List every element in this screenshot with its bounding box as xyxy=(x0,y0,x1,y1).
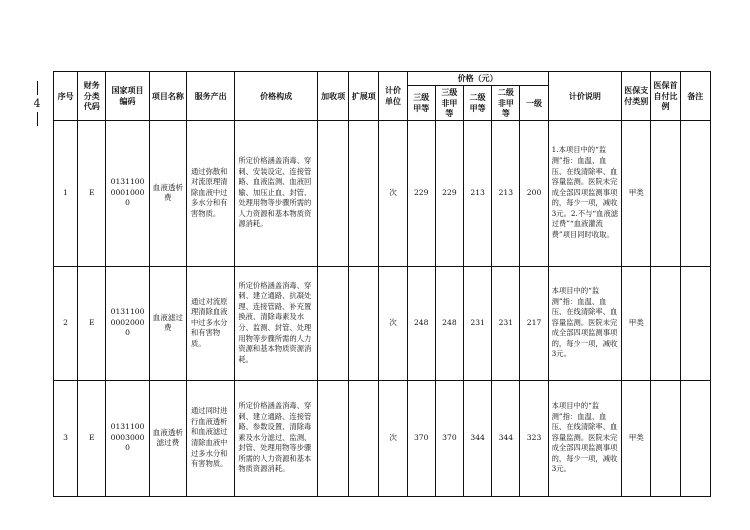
cell-price: 248 xyxy=(435,266,463,380)
cell-pricing-notes: 本项目中的“监测”指：血温、血压、在线清除率、血容量监测。医院未完成全部四项监测事项的，每少一项，减收3元。 xyxy=(548,266,622,380)
header-item-name: 项目名称 xyxy=(149,72,186,121)
cell-service-output: 通过对流原理清除血液中过多水分和有害物质。 xyxy=(186,266,234,380)
header-finance-code: 财务分类代码 xyxy=(78,72,106,121)
cell-item-name: 血液透析滤过费 xyxy=(149,380,186,496)
header-price-tier-4: 二级非甲等 xyxy=(492,86,520,121)
table-row xyxy=(54,120,711,266)
cell-national-code: 013110000010000 xyxy=(106,120,149,266)
cell-self-pay-ratio xyxy=(651,380,680,496)
cell-price-composition: 所定价格涵盖消毒、穿刺、安装设定、连接管路、血液监测、血液回输、加压止血、封管、处理用物等步骤所需的人力资源和基本物质资源消耗。 xyxy=(235,120,318,266)
cell-price: 344 xyxy=(464,380,492,496)
cell-insurance-category: 甲类 xyxy=(622,266,651,380)
header-price-tier-5: 一级 xyxy=(520,86,548,121)
cell-price: 200 xyxy=(520,120,548,266)
header-self-pay-ratio: 医保首自付比例 xyxy=(651,72,680,121)
cell-price: 370 xyxy=(407,380,435,496)
cell-item-name: 血液滤过费 xyxy=(149,266,186,380)
header-price-group: 价格（元） xyxy=(407,72,548,86)
cell-unit: 次 xyxy=(379,380,407,496)
cell-price: 229 xyxy=(435,120,463,266)
table-row xyxy=(54,266,711,380)
header-extension-items: 扩展项 xyxy=(349,72,379,121)
cell-price: 370 xyxy=(435,380,463,496)
cell-pricing-notes: 本项目中的“监测”指：血温、血压、在线清除率、血容量监测。医院未完成全部四项监测事项的，每少一项，减收3元。 xyxy=(548,380,622,496)
header-price-tier-2: 三级非甲等 xyxy=(435,86,463,121)
header-price-tier-1: 三级甲等 xyxy=(407,86,435,121)
cell-price-composition: 所定价格涵盖消毒、穿刺、建立通路、连接管路、参数设置、清除毒素及水分滤过、监测、封管、处理用物等步骤所需的人力资源和基本物质资源消耗。 xyxy=(235,380,318,496)
header-remarks: 备注 xyxy=(680,72,710,121)
cell-extra-items xyxy=(317,266,348,380)
page-number xyxy=(30,78,44,138)
price-table xyxy=(53,71,711,497)
cell-price: 229 xyxy=(407,120,435,266)
cell-price: 231 xyxy=(492,266,520,380)
cell-unit: 次 xyxy=(379,266,407,380)
page-number-text: 4 xyxy=(33,97,41,110)
cell-price: 213 xyxy=(492,120,520,266)
cell-extra-items xyxy=(317,380,348,496)
cell-seq: 1 xyxy=(54,120,78,266)
cell-self-pay-ratio xyxy=(651,120,680,266)
cell-self-pay-ratio xyxy=(651,266,680,380)
cell-remarks xyxy=(680,380,710,496)
cell-extension-items xyxy=(349,380,379,496)
header-price-composition: 价格构成 xyxy=(235,72,318,121)
header-service-output: 服务产出 xyxy=(186,72,234,121)
header-pricing-notes: 计价说明 xyxy=(548,72,622,121)
cell-finance-code: E xyxy=(78,380,106,496)
cell-seq: 2 xyxy=(54,266,78,380)
header-national-code: 国家项目编码 xyxy=(106,72,149,121)
cell-pricing-notes: 1.本项目中的“监测”指：血温、血压、在线清除率、血容量监测。医院未完成全部四项监测事项的，每少一项，减收3元。2.不与“血液滤过费”“血液灌流费”项目同时收取。 xyxy=(548,120,622,266)
cell-finance-code: E xyxy=(78,266,106,380)
cell-price: 248 xyxy=(407,266,435,380)
cell-price: 217 xyxy=(520,266,548,380)
cell-item-name: 血液透析费 xyxy=(149,120,186,266)
cell-remarks xyxy=(680,120,710,266)
cell-national-code: 013110000030000 xyxy=(106,380,149,496)
cell-service-output: 通过弥散和对流原理清除血液中过多水分和有害物质。 xyxy=(186,120,234,266)
cell-seq: 3 xyxy=(54,380,78,496)
cell-extra-items xyxy=(317,120,348,266)
header-unit: 计价单位 xyxy=(379,72,407,121)
cell-insurance-category: 甲类 xyxy=(622,380,651,496)
cell-price: 213 xyxy=(464,120,492,266)
cell-extension-items xyxy=(349,266,379,380)
cell-price: 323 xyxy=(520,380,548,496)
cell-remarks xyxy=(680,266,710,380)
header-insurance-category: 医保支付类别 xyxy=(622,72,651,121)
header-extra-items: 加收项 xyxy=(317,72,348,121)
cell-insurance-category: 甲类 xyxy=(622,120,651,266)
cell-extension-items xyxy=(349,120,379,266)
cell-national-code: 013110000020000 xyxy=(106,266,149,380)
cell-service-output: 通过同时进行血液透析和血液滤过清除血液中过多水分和有害物质。 xyxy=(186,380,234,496)
cell-finance-code: E xyxy=(78,120,106,266)
table-row xyxy=(54,380,711,496)
header-price-tier-3: 二级甲等 xyxy=(464,86,492,121)
header-seq: 序号 xyxy=(54,72,78,121)
cell-price-composition: 所定价格涵盖消毒、穿刺、建立通路、抗凝处理、连接管路、补充置换液、清除毒素及水分、监测、封管、处理用物等步骤所需的人力资源和基本物质资源消耗。 xyxy=(235,266,318,380)
cell-unit: 次 xyxy=(379,120,407,266)
cell-price: 231 xyxy=(464,266,492,380)
cell-price: 344 xyxy=(492,380,520,496)
